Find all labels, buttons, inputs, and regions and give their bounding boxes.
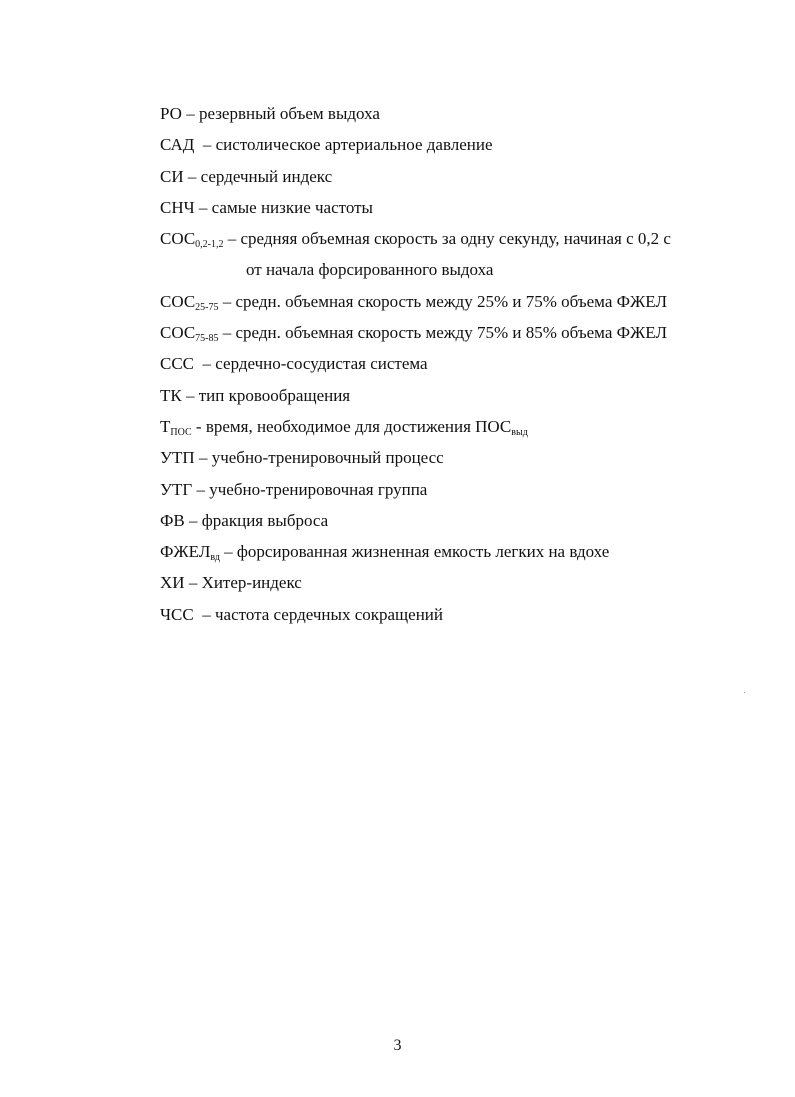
abbreviation-definition: тип кровообращения (198, 385, 351, 405)
abbreviation-definition: систолическое артериальное давление (215, 135, 493, 155)
abbreviation-entry (160, 317, 760, 348)
separator: - (191, 416, 206, 436)
abbreviation-definition: форсированная жизненная емкость легких на вдохе (236, 542, 610, 562)
abbreviation-term: Т (160, 416, 171, 436)
abbreviation-entry (160, 192, 760, 223)
scan-speck (744, 692, 745, 693)
separator: – (194, 354, 216, 374)
separator: – (218, 323, 236, 343)
separator: – (194, 448, 212, 468)
abbreviation-term: ФЖЕЛ (160, 542, 211, 562)
abbreviation-entry (160, 505, 760, 536)
abbreviation-term: ТК (160, 385, 182, 405)
abbreviation-entry (160, 536, 760, 567)
abbreviation-entry (160, 129, 760, 160)
abbreviation-term: СОС (160, 229, 196, 249)
abbreviation-definition: средняя объемная скорость за одну секунду, начиная с 0,2 с (240, 229, 671, 249)
abbreviation-term: СНЧ (160, 197, 195, 217)
separator: – (181, 104, 199, 123)
abbreviation-term: УТП (160, 448, 195, 468)
abbreviation-definition: средн. объемная скорость между 25% и 75% объема ФЖЕЛ (235, 291, 667, 311)
abbreviation-subscript: 0,2-1,2 (195, 239, 224, 251)
abbreviation-subscript: 25-75 (195, 301, 219, 313)
abbreviation-term: ССС (160, 354, 195, 374)
abbreviation-term: САД (160, 135, 195, 155)
separator: – (218, 291, 236, 311)
abbreviation-entry (160, 411, 760, 442)
separator: – (184, 573, 202, 593)
abbreviation-definition: сердечно-сосудистая система (215, 354, 428, 374)
abbreviation-definition-continuation: от начала форсированного выдоха (246, 260, 494, 280)
abbreviation-term: СИ (160, 166, 184, 186)
abbreviation-term: ФВ (160, 510, 185, 530)
abbreviation-term: УТГ (160, 479, 193, 499)
abbreviation-list (160, 98, 760, 630)
separator: – (192, 479, 210, 499)
definition-subscript: выд (511, 426, 528, 438)
separator: – (193, 604, 215, 624)
abbreviation-subscript: вд (210, 552, 220, 564)
abbreviation-definition: средн. объемная скорость между 75% и 85% объема ФЖЕЛ (235, 323, 667, 343)
abbreviation-entry (160, 599, 760, 630)
abbreviation-entry (160, 161, 760, 192)
abbreviation-definition: самые низкие частоты (211, 197, 373, 217)
abbreviation-definition: частота сердечных сокращений (214, 604, 443, 624)
abbreviation-term: СОС (160, 323, 196, 343)
abbreviation-term: ХИ (160, 573, 185, 593)
abbreviation-entry (160, 567, 760, 598)
abbreviation-definition: сердечный индекс (200, 166, 333, 186)
page-number: 3 (393, 1037, 402, 1054)
abbreviation-entry (160, 348, 760, 379)
abbreviation-definition: резервный объем выдоха (198, 104, 380, 123)
abbreviation-entry (160, 223, 760, 254)
separator: – (194, 197, 212, 217)
abbreviation-definition: учебно-тренировочная группа (209, 479, 428, 499)
separator: – (181, 385, 199, 405)
abbreviation-term: СОС (160, 291, 196, 311)
abbreviation-entry (160, 380, 760, 411)
abbreviation-entry (160, 442, 760, 473)
abbreviation-entry (160, 474, 760, 505)
abbreviation-entry (160, 98, 760, 129)
abbreviation-definition: Хитер-индекс (201, 573, 302, 593)
abbreviation-term: РО (160, 104, 182, 123)
abbreviation-definition: учебно-тренировочный процесс (211, 448, 444, 468)
separator: – (194, 135, 216, 155)
abbreviation-subscript: 75-85 (195, 333, 219, 345)
abbreviation-subscript: ПОС (170, 426, 192, 438)
separator: – (223, 229, 241, 249)
separator: – (184, 510, 202, 530)
abbreviation-term: ЧСС (160, 604, 194, 624)
separator: – (183, 166, 201, 186)
separator: – (219, 542, 237, 562)
abbreviation-entry (160, 286, 760, 317)
abbreviation-definition: фракция выброса (201, 510, 329, 530)
abbreviation-definition: время, необходимое для достижения ПОС (205, 416, 512, 436)
